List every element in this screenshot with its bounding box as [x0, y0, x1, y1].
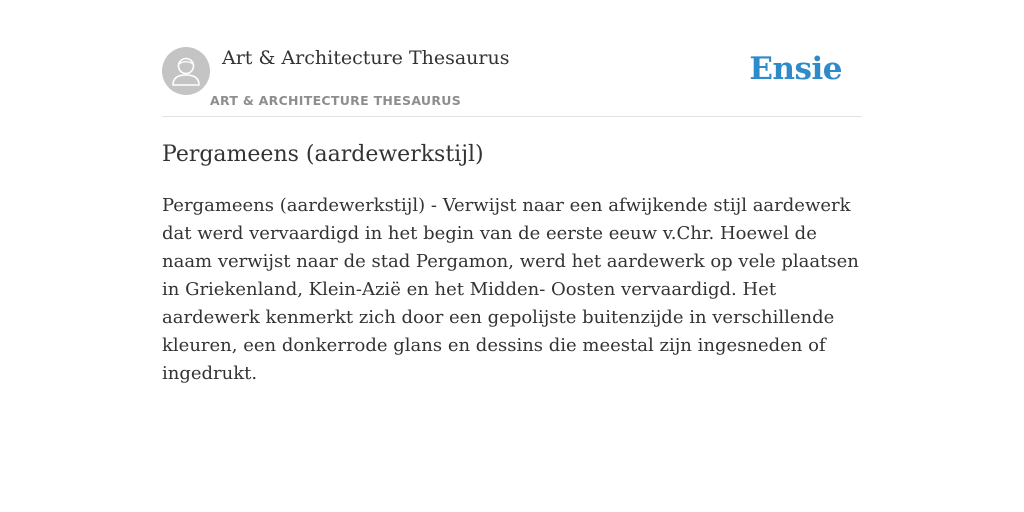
- article-body: Pergameens (aardewerkstijl) - Verwijst naar een afwijkende stijl aardewerk dat werd vervaardigd in het begin van de eerste eeuw v.Chr. Hoewel de naam verwijst naar de stad Pergamon, werd het aardewerk op vele plaatsen in Griekenland, Klein-Azië en het Midden- Oosten vervaardigd. Het aardewerk kenmerkt zich door een gepolijste buitenzijde in verschillende kleuren, een donkerrode glans en dessins die meestal zijn ingesneden of ingedrukt.: [162, 195, 859, 384]
- ensie-logo[interactable]: Ensie: [749, 51, 842, 87]
- avatar[interactable]: [162, 47, 210, 95]
- article-header: [162, 40, 862, 117]
- source-label[interactable]: ART & ARCHITECTURE THESAURUS: [210, 93, 462, 108]
- author-name[interactable]: Art & Architecture Thesaurus: [222, 47, 510, 69]
- user-silhouette-icon: [162, 47, 210, 95]
- page-title: Pergameens (aardewerkstijl): [162, 142, 484, 167]
